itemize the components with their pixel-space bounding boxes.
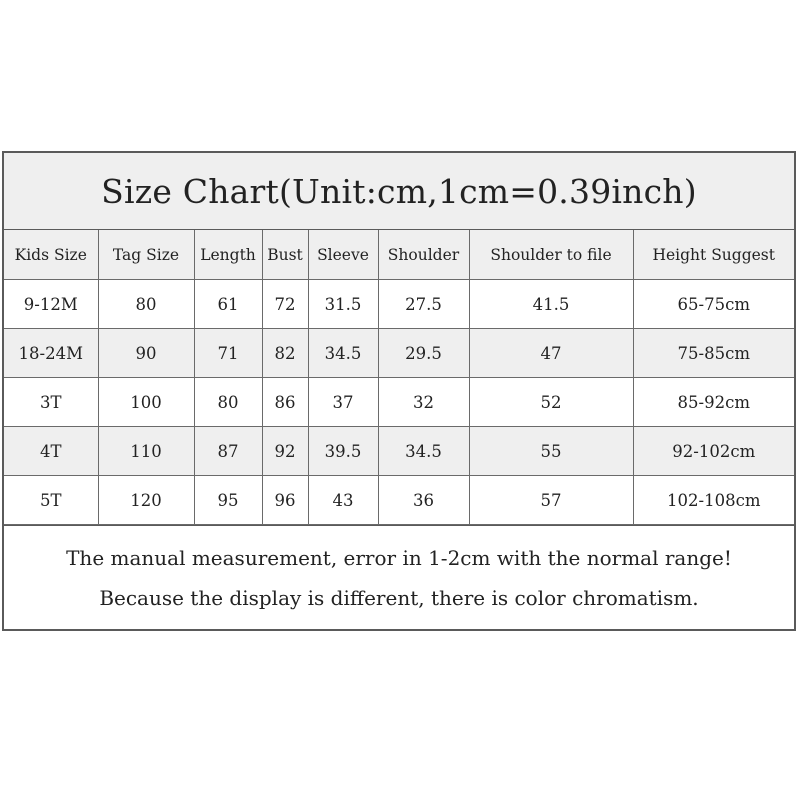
cell-bust: 96 — [262, 476, 308, 525]
header-length: Length — [194, 230, 262, 280]
cell-sleeve: 43 — [308, 476, 378, 525]
cell-shoulder: 27.5 — [378, 280, 469, 329]
table-row — [4, 378, 794, 427]
table-row — [4, 427, 794, 476]
note-color-chromatism: Because the display is different, there is color chromatism. — [99, 585, 699, 610]
cell-shoulder-to-file: 41.5 — [469, 280, 633, 329]
cell-kids-size: 18-24M — [4, 329, 98, 378]
header-shoulder-to-file: Shoulder to file — [469, 230, 633, 280]
notes-section — [4, 525, 794, 629]
cell-tag-size: 80 — [98, 280, 194, 329]
cell-kids-size: 9-12M — [4, 280, 98, 329]
cell-shoulder-to-file: 57 — [469, 476, 633, 525]
cell-height-suggest: 75-85cm — [633, 329, 794, 378]
note-measurement-error: The manual measurement, error in 1-2cm with the normal range! — [66, 545, 732, 570]
cell-bust: 86 — [262, 378, 308, 427]
cell-bust: 72 — [262, 280, 308, 329]
cell-kids-size: 3T — [4, 378, 98, 427]
header-shoulder: Shoulder — [378, 230, 469, 280]
cell-shoulder: 34.5 — [378, 427, 469, 476]
chart-title: Size Chart(Unit:cm,1cm=0.39inch) — [4, 153, 794, 230]
table-row — [4, 476, 794, 525]
cell-shoulder-to-file: 52 — [469, 378, 633, 427]
header-height-suggest: Height Suggest — [633, 230, 794, 280]
size-chart — [2, 151, 796, 631]
cell-shoulder: 36 — [378, 476, 469, 525]
cell-length: 87 — [194, 427, 262, 476]
header-sleeve: Sleeve — [308, 230, 378, 280]
cell-height-suggest: 92-102cm — [633, 427, 794, 476]
cell-height-suggest: 65-75cm — [633, 280, 794, 329]
cell-shoulder: 32 — [378, 378, 469, 427]
cell-kids-size: 4T — [4, 427, 98, 476]
cell-bust: 92 — [262, 427, 308, 476]
cell-length: 61 — [194, 280, 262, 329]
cell-length: 71 — [194, 329, 262, 378]
table-row — [4, 329, 794, 378]
cell-height-suggest: 102-108cm — [633, 476, 794, 525]
cell-shoulder-to-file: 55 — [469, 427, 633, 476]
size-table — [4, 230, 794, 525]
cell-tag-size: 110 — [98, 427, 194, 476]
header-bust: Bust — [262, 230, 308, 280]
header-tag-size: Tag Size — [98, 230, 194, 280]
cell-shoulder-to-file: 47 — [469, 329, 633, 378]
header-row — [4, 230, 794, 280]
cell-bust: 82 — [262, 329, 308, 378]
cell-shoulder: 29.5 — [378, 329, 469, 378]
cell-sleeve: 37 — [308, 378, 378, 427]
cell-sleeve: 31.5 — [308, 280, 378, 329]
table-row — [4, 280, 794, 329]
cell-length: 80 — [194, 378, 262, 427]
cell-tag-size: 90 — [98, 329, 194, 378]
cell-sleeve: 39.5 — [308, 427, 378, 476]
cell-tag-size: 100 — [98, 378, 194, 427]
cell-length: 95 — [194, 476, 262, 525]
cell-kids-size: 5T — [4, 476, 98, 525]
cell-height-suggest: 85-92cm — [633, 378, 794, 427]
header-kids-size: Kids Size — [4, 230, 98, 280]
cell-tag-size: 120 — [98, 476, 194, 525]
cell-sleeve: 34.5 — [308, 329, 378, 378]
